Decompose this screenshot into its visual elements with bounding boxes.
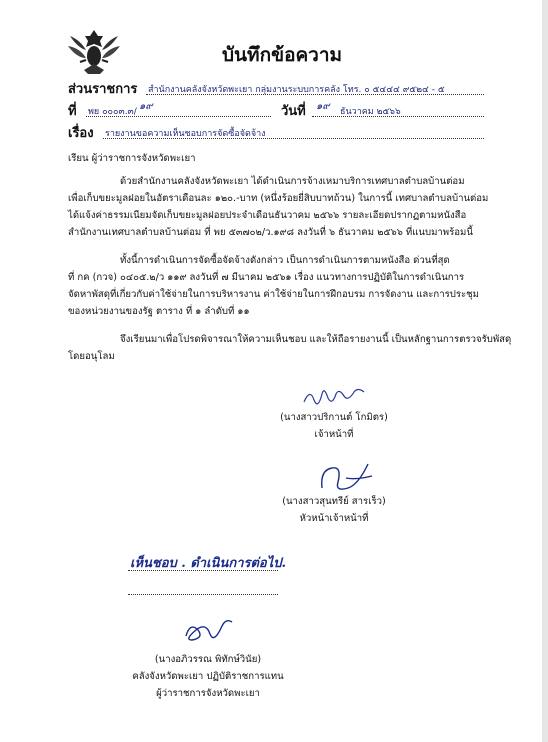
paragraph-2-line-2: ที่ กค (กวจ) ๐๔๐๕.๒/ว ๑๑๙ ลงวันที่ ๗ มีนาคม ๒๕๖๑ เรื่อง แนวทางการปฏิบัติในการดำเนินการ	[68, 272, 465, 283]
signature-1-name: (นางสาวปริกานต์ โกมิตร)	[280, 412, 388, 423]
signature-3-position-1: คลังจังหวัดพะเยา ปฏิบัติราชการแทน	[132, 671, 284, 682]
number-label: ที่	[68, 104, 77, 119]
salutation: เรียน ผู้ว่าราชการจังหวัดพะเยา	[68, 153, 196, 164]
garuda-emblem-icon	[66, 26, 122, 76]
page-edge	[542, 0, 548, 742]
paragraph-3-line-1: จึงเรียนมาเพื่อโปรดพิจารณาให้ความเห็นชอบ และให้ถือรายงานนี้ เป็นหลักฐานการตรวจรับพัสดุ	[120, 334, 512, 345]
signature-2-position: หัวหน้าเจ้าหน้าที่	[299, 513, 369, 524]
signature-3-handwriting	[180, 614, 236, 648]
signature-2-handwriting	[316, 458, 376, 494]
signature-3-name: (นางอภิวรรณ พิทักษ์วินัย)	[154, 654, 262, 665]
paragraph-2-line-3: จัดหาพัสดุที่เกี่ยวกับค่าใช้จ่ายในการบริหารงาน ค่าใช้จ่ายในการฝึกอบรม การจัดงาน และการประชุม	[68, 289, 480, 300]
paragraph-2-line-1: ทั้งนี้การดำเนินการจัดซื้อจัดจ้างดังกล่าว เป็นการดำเนินการตามหนังสือ ด่วนที่สุด	[120, 255, 450, 266]
date-underline	[312, 116, 484, 117]
signature-2-name: (นางสาวสุนทรีย์ สารเร็ว)	[282, 496, 386, 507]
number-handwritten: ๑๙	[139, 101, 153, 112]
number-value: พย ๐๐๐๓.๓/	[88, 107, 137, 117]
agency-label: ส่วนราชการ	[68, 82, 138, 97]
signature-3-position-2: ผู้ว่าราชการจังหวัดพะเยา	[156, 688, 260, 699]
date-value: ธันวาคม ๒๕๖๖	[340, 107, 401, 117]
paragraph-1-line-4: สำนักงานเทศบาลตำบลบ้านต่อม ที่ พย ๕๓๗๐๒/ว.๑๙๘ ลงวันที่ ๖ ธันวาคม ๒๕๖๖ ที่แนบมาพร้อมนี้	[68, 227, 473, 238]
approval-blank-line	[128, 594, 278, 595]
number-underline	[86, 116, 271, 117]
subject-value: รายงานขอความเห็นชอบการจัดซื้อจัดจ้าง	[105, 129, 266, 139]
document-title: บันทึกข้อความ	[222, 44, 343, 66]
subject-underline	[103, 138, 484, 139]
subject-label: เรื่อง	[68, 126, 94, 141]
date-label: วันที่	[281, 104, 306, 119]
approval-note-handwritten: เห็นชอบ . ดำเนินการต่อไป.	[130, 556, 287, 571]
paragraph-1-line-1: ด้วยสำนักงานคลังจังหวัดพะเยา ได้ดำเนินการจ้างเหมาบริการเทศบาลตำบลบ้านต่อม	[120, 176, 465, 187]
date-handwritten: ๑๙	[316, 101, 330, 112]
paragraph-2-line-4: ของหน่วยงานของรัฐ ตาราง ที่ ๑ ลำดับที่ ๑๑	[68, 306, 250, 317]
paragraph-3-line-2: โดยอนุโลม	[68, 351, 115, 362]
paragraph-1-line-2: เพื่อเก็บขยะมูลฝอยในอัตราเดือนละ ๑๒๐.-บาท (หนึ่งร้อยยี่สิบบาทถ้วน) ในการนี้ เทศบาลตำบลบ้านต่อม	[68, 193, 489, 204]
agency-underline	[146, 94, 484, 95]
signature-1-position: เจ้าหน้าที่	[314, 429, 354, 440]
approval-note-underline	[128, 570, 278, 571]
agency-value: สำนักงานคลังจังหวัดพะเยา กลุ่มงานระบบการคลัง โทร. ๐ ๕๔๔๔ ๙๕๒๔ - ๕	[148, 85, 445, 95]
paragraph-1-line-3: ได้แจ้งค่าธรรมเนียมจัดเก็บขยะมูลฝอยประจำเดือนธันวาคม ๒๕๖๖ รายละเอียดปรากฏตามหนังสือ	[68, 210, 467, 221]
signature-1-handwriting	[300, 384, 370, 408]
